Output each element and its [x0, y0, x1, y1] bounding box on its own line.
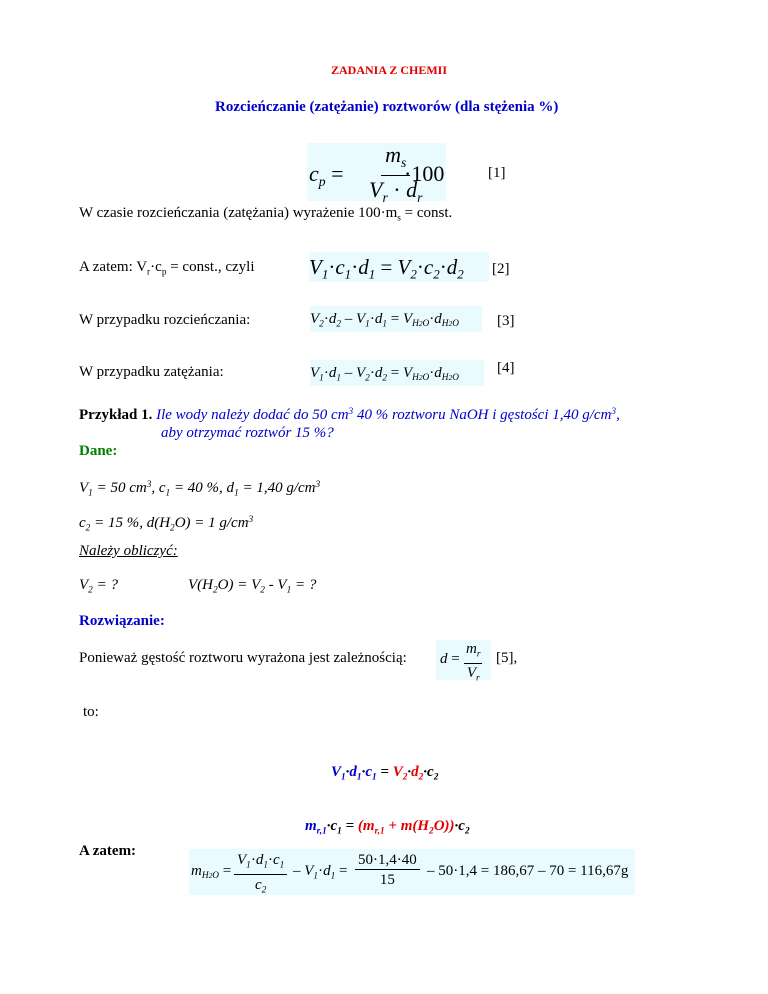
equation-5-ref: [5], [496, 650, 518, 666]
dane-line2: $c_2 = 15$ %, $d(H_2O) = 1$ $g/cm^3$ [79, 515, 254, 534]
a-zatem-line: A zatem: $V_r\cdot c_p$ = const., czyli [79, 259, 255, 278]
a-zatem-bold: A zatem: [79, 843, 137, 859]
label-zatezanie: W przypadku zatężania: [79, 364, 224, 380]
equation-4: $V_1\cdot d_1 - V_2\cdot d_2 = V_{H2O}\cdot d_{H2O}$ [310, 360, 484, 386]
example-1-line2: aby otrzymać roztwór 15 %? [161, 425, 334, 441]
equation-5: d = $m_r$ $V_r$ [436, 640, 491, 680]
page-header: ZADANIA Z CHEMII [331, 63, 448, 77]
page-title: Rozcieńczanie (zatężanie) roztworów (dla stężenia %) [215, 99, 559, 115]
final-equation: $m_{H2O}$ = $V_1\cdot d_1\cdot c_1$ $c_2$ – $V_1\cdot d_1$ = 50·1,4·40 15 – 50·1,4 = 186,67 – 70 = 116,67g [189, 849, 635, 895]
equation-3-ref: [3] [497, 313, 515, 329]
dane-heading: Dane: [79, 443, 118, 459]
to-label: to: [83, 704, 99, 720]
label-rozcienczanie: W przypadku rozcieńczania: [79, 312, 251, 328]
rozwiazanie-heading: Rozwiązanie: [79, 613, 165, 629]
balance-equation-2: $m_{r,1}\cdot c_1 = (m_{r,1} + m(H_2O))\cdot c_2$ [305, 818, 470, 837]
density-line: Ponieważ gęstość roztworu wyrażona jest zależnością: [79, 650, 407, 666]
equation-1-ref: [1] [488, 165, 506, 181]
equation-3: $V_2\cdot d_2 - V_1\cdot d_1 = V_{H2O}\cdot d_{H2O}$ [310, 306, 482, 332]
equation-4-ref: [4] [497, 360, 515, 376]
equation-1: $c_p$ = $m_s$ $V_r \cdot d_r$ ·100 [309, 142, 445, 205]
equation-2-ref: [2] [492, 261, 510, 277]
vh2o-question: $V(H_2O) = V_2 - V_1$ = ? [188, 577, 317, 596]
equation-2: $V_1\cdot c_1\cdot d_1 = V_2\cdot c_2\cdot d_2$ [309, 252, 489, 282]
example-1-line1: Przykład 1. Ile wody należy dodać do 50 $cm^3$ 40 % roztworu NaOH i gęstości 1,40 $g/cm^3$, [79, 407, 620, 424]
dane-line1: $V_1 = 50$ $cm^3$, $c_1 = 40$ %, $d_1 = 1,40$ $g/cm^3$ [79, 480, 321, 499]
const-line: W czasie rozcieńczania (zatężania) wyrażenie $100\cdot m_s$ = const. [79, 205, 453, 224]
v2-question: $V_2$ = ? [79, 577, 118, 596]
nalezy-obliczyc: Należy obliczyć: [79, 543, 178, 559]
balance-equation-1: $V_1\cdot d_1\cdot c_1 = V_2\cdot d_2\cdot c_2$ [331, 764, 439, 783]
